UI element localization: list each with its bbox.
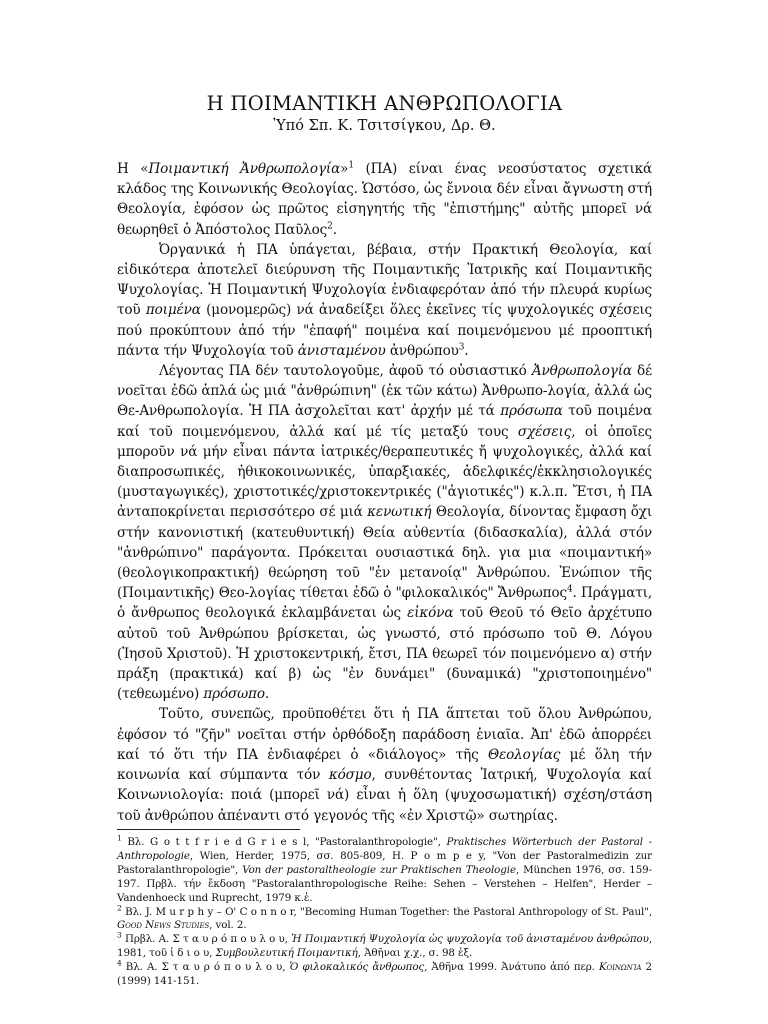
- text-segment: , οἱ ὁποῖες μποροῦν νά μήν εἶναι πάντα ἰατρικές/θεραπευτικές ἤ ψυχολογικές, ἀλλά καί διαπροσωπικές, ἠθικοκοινωνικές, ὑπαρξιακές, ἀδελφικές/ἐκκλησιολογικές (μυσταγωγικές), χριστοτικές/χριστοκεντρικές ("ἁγιοτικές") κ.λ.π. Ἔτσι, ἡ ΠΑ ἀνταποκρίνεται περισσότερο σέ μιά: [117, 423, 652, 521]
- footnote: [117, 930, 652, 961]
- footnote: [117, 833, 652, 906]
- text-segment: Βλ. J. M u r p h y – O' C o n n o r, "Becoming Human Together: the Pastoral Anthropology of St. Paul",: [121, 905, 652, 918]
- italic-text: Ἀνθρωπολογία: [531, 363, 632, 380]
- text-segment: Θεολογία, δίνοντας ἔμφαση ὄχι στήν κανονιστική (κατευθυντική) Θεία αὐθεντία (διδασκαλία), ἀλλά στόν "ἀνθρώπινο" παράγοντα. Πρόκειται ουσιαστικά δηλ. για μια «ποιμαντική» (θεολογικοπρακτική) θεώρηση τοῦ "ἐν μετανοίᾳ" Ἀνθρώπου. Ἐνώπιον τῆς (Ποιμαντικῆς) Θεο-λογίας τίθεται ἐδῶ ὁ "φιλοκαλικός" Ἄνθρωπος: [117, 504, 652, 602]
- document-page: [117, 92, 652, 826]
- smallcaps-text: Κοινωνία: [598, 961, 642, 974]
- author-line: Ὑπό Σπ. Κ. Τσιτσίγκου, Δρ. Θ.: [273, 118, 496, 134]
- footnote-ref: 4: [117, 958, 122, 968]
- footnote: [117, 903, 652, 934]
- text-segment: , 1981, τοῦ ἰ δ ι ο υ,: [117, 933, 652, 960]
- text-segment: , συνθέτοντας Ἰατρική, Ψυχολογία καί Κοινωνιολογία: ποιά (μπορεῖ νά) εἶναι ἡ ὅλη (ψυχοσωματική) σχέση/στάση τοῦ ἀνθρώπου ἀπέναντι στό γεγονός τῆς «ἐν Χριστῷ» σωτηρίας.: [117, 767, 652, 824]
- body-paragraph: [117, 159, 652, 240]
- text-segment: ἀνθρώπου: [385, 342, 459, 359]
- italic-text: Συμβουλευτική Ποιμαντική: [215, 947, 358, 960]
- text-segment: Λέγοντας ΠΑ δέν ταυτολογοῦμε, ἀφοῦ τό οὐσιαστικό: [159, 363, 532, 380]
- footnote-ref: 3: [117, 930, 122, 940]
- italic-text: Ἡ Ποιμαντική Ψυχολογία ὡς ψυχολογία τοῦ ἀνισταμένου ἀνθρώπου: [291, 933, 649, 946]
- italic-text: πρόσωπα: [500, 403, 563, 420]
- italic-text: Θεολογίας: [487, 746, 561, 763]
- italic-text: εἰκόνα: [407, 605, 454, 622]
- footnote-ref: 2: [327, 221, 333, 232]
- italic-text: Praktisches Wörterbuch der Pastoral - Anthropologie: [117, 836, 652, 862]
- italic-text: Ποιμαντική Ἀνθρωπολογία: [148, 161, 341, 177]
- text-segment: Πρβλ. Α. Σ τ α υ ρ ό π ο υ λ ο υ,: [121, 933, 292, 946]
- text-segment: .: [464, 342, 469, 359]
- text-segment: , München 1976, σσ. 159-197. Πρβλ. τήν ἔκδοση "Pastoralanthropologische Reihe: Sehen – Verstehen – Helfen", Herder – Vandenhoeck und Ruprecht, 1979 κ.ἑ.: [117, 863, 652, 904]
- text-segment: .: [264, 686, 270, 703]
- text-segment: Βλ. Α. Σ τ α υ ρ ό π ο υ λ ο υ,: [121, 961, 290, 974]
- footnote-ref: 2: [117, 903, 122, 913]
- italic-text: σχέσεις: [517, 423, 572, 440]
- text-segment: (μονομερῶς) νά ἀναδείξει ὅλες ἐκεῖνες τίς ψυχολογικές σχέσεις πού προκύπτουν ἀπό τήν "ἐπαφή" ποιμένα καί ποιμενόμενου μέ προοπτική πάντα τήν Ψυχολογία τοῦ: [117, 302, 652, 359]
- article-body: [117, 159, 652, 826]
- text-segment: . Πράγματι, ὁ ἄνθρωπος θεολογικά ἐκλαμβάνεται ὡς: [117, 585, 652, 622]
- text-segment: Η «: [117, 161, 149, 177]
- italic-text: Ὁ φιλοκαλικός ἄνθρωπος: [289, 961, 425, 974]
- footnote-ref: 1: [348, 160, 354, 171]
- italic-text: ποιμένα: [145, 302, 201, 319]
- text-segment: , Ἀθῆνα 1999. Ἀνάτυπο ἀπό περ.: [424, 961, 599, 974]
- text-segment: τοῦ Θεοῦ τό Θεῖο ἀρχέτυπο αὐτοῦ τοῦ Ἀνθρώπου βρίσκεται, ὡς γνωστό, στό πρόσωπο τοῦ Θ. Λόγου (Ἰησοῦ Χριστοῦ). Ἡ χριστοκεντρική, ἔτσι, ΠΑ θεωρεῖ τόν ποιμενόμενο α) στήν πράξη (πρακτικά) καί β) ὡς "ἐν δυνάμει" (δυναμικά) "χριστοποιημένο" (τεθεωμένο): [117, 605, 652, 703]
- smallcaps-text: Good News Studies: [117, 919, 210, 932]
- text-segment: τοῦ ποιμένα καί τοῦ ποιμενόμενου, ἀλλά καί μέ τίς μεταξύ τους: [117, 403, 652, 440]
- footnote-ref: 4: [566, 584, 573, 595]
- footnote-ref: 3: [458, 342, 465, 353]
- body-paragraph: [117, 704, 652, 825]
- text-segment: .: [332, 221, 337, 238]
- text-segment: 2 (1999) 141-151.: [117, 961, 652, 988]
- text-segment: (ΠΑ) είναι ένας νεοσύστατος σχετικά κλάδος της Κοινωνικής Θεολογίας. Ὡστόσο, ὡς ἔννοια δέν εἶναι ἄγνωστη στή Θεολογία, ἐφόσον ὡς πρῶτος εἰσηγητής τῆς "ἐπιστήμης" αὐτῆς μπορεῖ νά θεωρηθεῖ ὁ Ἀπόστολος Παῦλος: [117, 161, 652, 238]
- text-segment: Ὀργανικά ἡ ΠΑ ὑπάγεται, βέβαια, στήν Πρακτική Θεολογία, καί εἰδικότερα ἀποτελεῖ διεύρυνση τῆς Ποιμαντικῆς Ἰατρικῆς καί Ποιμαντικῆς Ψυχολογίας. Ἡ Ποιμαντική Ψυχολογία ἐνδιαφερόταν ἀπό τήν πλευρά κυρίως τοῦ: [117, 241, 652, 319]
- footnote-separator: [117, 829, 300, 830]
- italic-text: κόσμο: [328, 767, 372, 784]
- text-segment: , Wien, Herder, 1975, σσ. 805-809, H. P o m p e y, "Von der Pastoralmedizin zur Pastoralanthropologie",: [117, 849, 652, 876]
- italic-text: πρόσωπο: [203, 686, 265, 703]
- document-title: Η ΠΟΙΜΑΝΤΙΚΗ ΑΝΘΡΩΠΟΛΟΓΙΑ: [206, 92, 563, 115]
- text-segment: Τοῦτο, συνεπῶς, προϋποθέτει ὅτι ἡ ΠΑ ἅπτεται τοῦ ὅλου Ἀνθρώπου, ἐφόσον τό "ζῆν" νοεῖται στήν ὀρθόδοξη παράδοση ἑνιαῖα. Ἀπ' ἐδῶ ἀπορρέει καί τό ὅτι τήν ΠΑ ἐνδιαφέρει ὁ «διάλογος» τῆς: [117, 706, 652, 763]
- text-segment: , Ἀθῆναι χ.χ., σ. 98 ἑξ.: [357, 947, 473, 960]
- italic-text: κενωτική: [367, 504, 432, 521]
- footnote-ref: 1: [117, 833, 122, 843]
- text-segment: δέ νοεῖται ἐδῶ ἁπλά ὡς μιά "ἀνθρώπινη" (ἐκ τῶν κάτω) Ἀνθρωπο-λογία, ἀλλά ὡς Θε-Ανθρωπολογία. Ἡ ΠΑ ἀσχολεῖται κατ' ἀρχήν μέ τά: [117, 363, 652, 420]
- text-segment: μέ ὅλη τήν κοινωνία καί σύμπαντα τόν: [117, 746, 652, 784]
- text-segment: , vol. 2.: [209, 919, 247, 932]
- body-paragraph: [117, 361, 652, 704]
- text-segment: »: [340, 161, 349, 177]
- italic-text: ἀνισταμένου: [297, 342, 386, 359]
- text-segment: Βλ. G o t t f r i e d G r i e s l, "Pastoralanthropologie",: [121, 836, 447, 848]
- footnote: [117, 958, 652, 989]
- footnotes: [117, 833, 652, 989]
- body-paragraph: [117, 240, 652, 361]
- italic-text: Von der pastoraltheologie zur Praktischen Theologie: [242, 863, 516, 876]
